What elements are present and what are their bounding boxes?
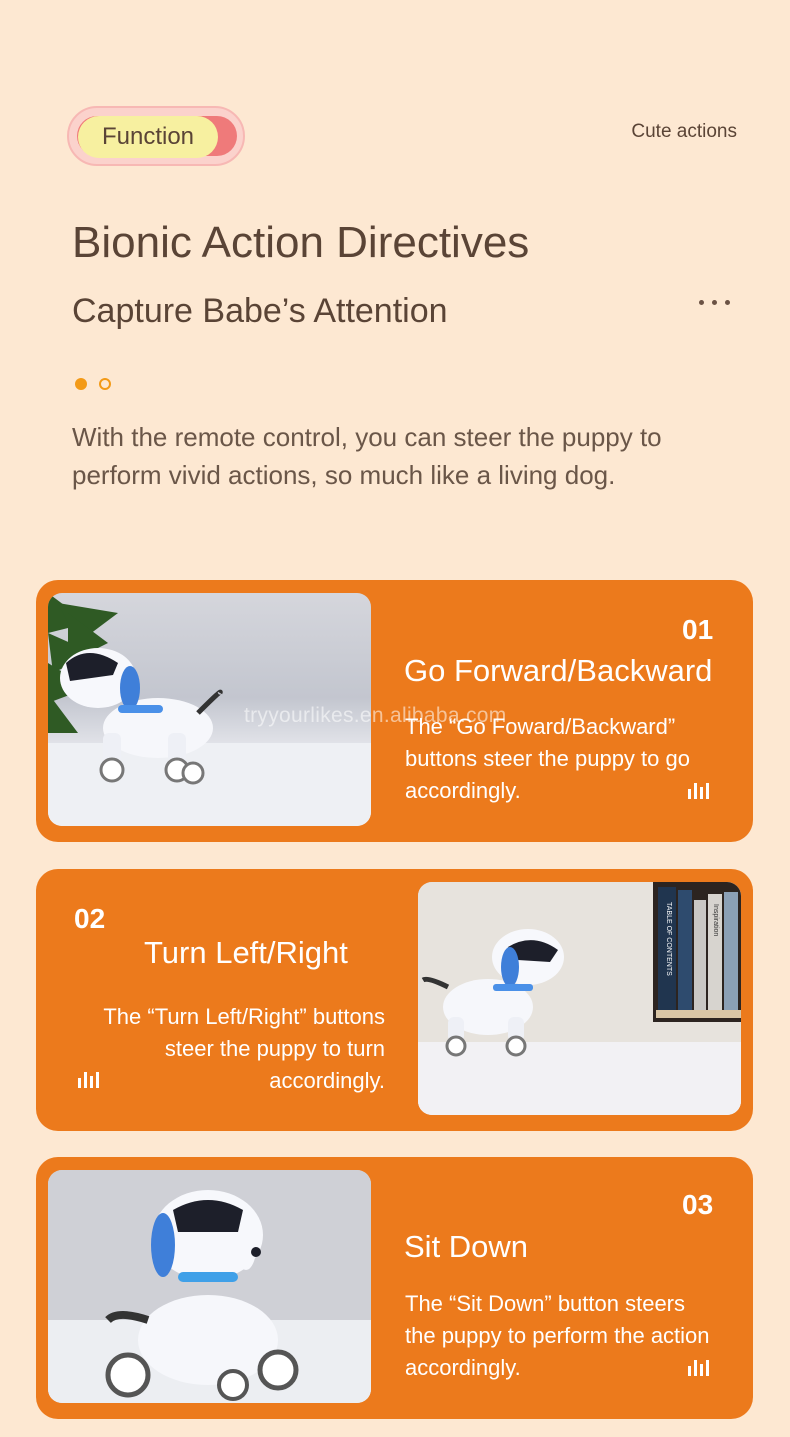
dot-inactive bbox=[99, 378, 111, 390]
card-number: 01 bbox=[682, 614, 714, 645]
card-photo-turn bbox=[418, 882, 741, 1115]
book-spine-contents: TABLE OF CONTENTS bbox=[665, 902, 672, 976]
card-description: The “Go Foward/Backward” buttons steer the puppy to go accordingly. bbox=[405, 714, 690, 803]
pagination-dots bbox=[75, 378, 111, 390]
dot-active bbox=[75, 378, 87, 390]
page-subheadline: Capture Babe’s Attention bbox=[72, 292, 448, 330]
robot-dog-sitting-image bbox=[48, 1170, 371, 1403]
function-badge-label: Function bbox=[78, 116, 218, 158]
card-number: 03 bbox=[682, 1189, 714, 1220]
watermark: tryyourlikes.en.alibaba.com bbox=[244, 704, 507, 727]
card-description: The “Turn Left/Right” buttons steer the puppy to turn accordingly. bbox=[103, 1004, 385, 1093]
card-number: 02 bbox=[74, 903, 106, 934]
cute-actions-tag: Cute actions bbox=[631, 121, 737, 142]
equalizer-icon bbox=[78, 1072, 99, 1088]
page-headline: Bionic Action Directives bbox=[72, 218, 530, 267]
card-description: The “Sit Down” button steers the puppy to perform the action accordingly. bbox=[405, 1291, 710, 1380]
robot-dog-turning-image bbox=[418, 882, 741, 1115]
card-title: Go Forward/Backward bbox=[404, 653, 713, 688]
book-spine-inspiration: Inspiration bbox=[712, 904, 719, 937]
action-card-turn bbox=[36, 869, 753, 1131]
more-dots-icon bbox=[699, 300, 730, 305]
equalizer-icon bbox=[688, 783, 709, 799]
equalizer-icon bbox=[688, 1360, 709, 1376]
action-card-sit bbox=[36, 1157, 753, 1419]
card-photo-sit bbox=[48, 1170, 371, 1403]
intro-text: With the remote control, you can steer the puppy to perform vivid actions, so much like a living dog. bbox=[72, 422, 662, 490]
function-badge bbox=[67, 106, 245, 166]
card-title: Turn Left/Right bbox=[144, 935, 348, 970]
card-title: Sit Down bbox=[404, 1229, 529, 1264]
